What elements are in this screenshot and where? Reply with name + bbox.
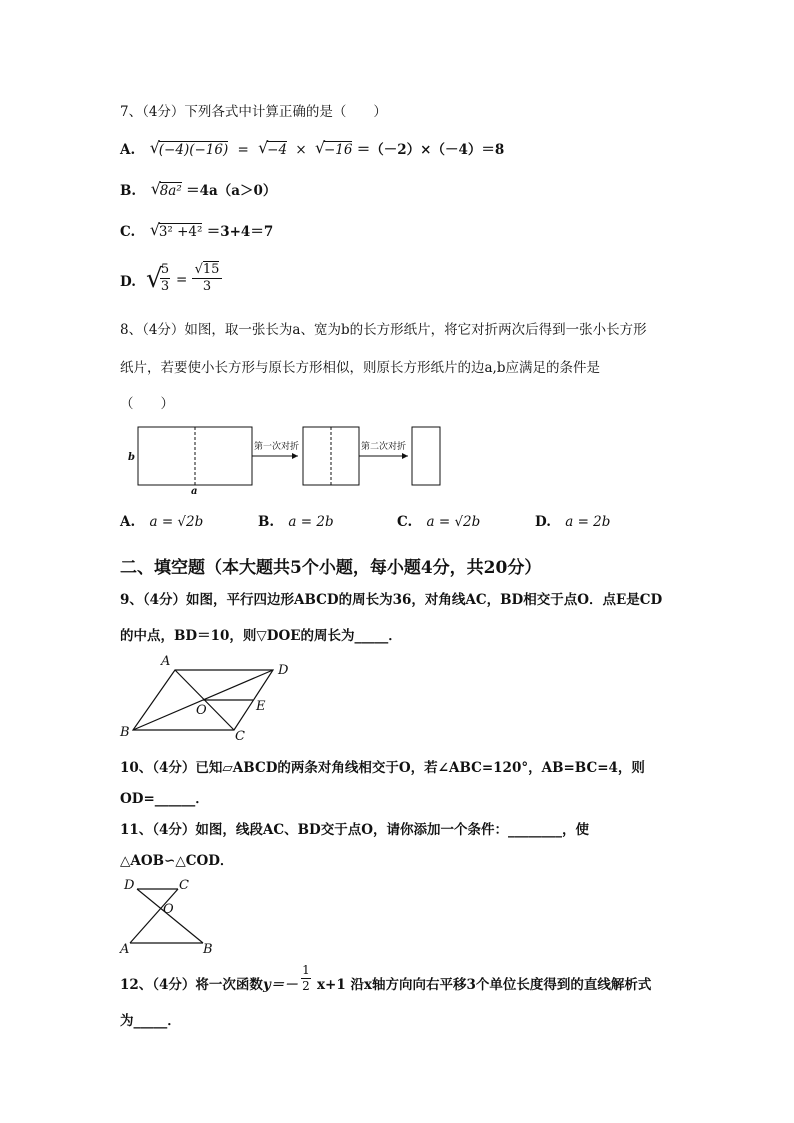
- q12-func: y＝－: [262, 977, 298, 993]
- q7-c-label: C.: [120, 224, 136, 240]
- q10-line1: 10、（4分）已知▱ABCD的两条对角线相交于O，若∠ABC=120°，AB=BC=4，则: [120, 760, 645, 776]
- q8-fold2-label: 第二次对折: [361, 442, 407, 452]
- q7-stem: 7、（4分）下列各式中计算正确的是（ ）: [120, 104, 387, 120]
- q8-a-label: A.: [120, 514, 136, 530]
- q12-line2: 为_____．: [120, 1013, 181, 1029]
- q12-line1: [120, 973, 298, 993]
- q7-d-eq: =: [176, 272, 188, 288]
- q10-line2: OD=______．: [120, 791, 209, 807]
- q11-point-d: D: [124, 878, 135, 893]
- section-title-fill-in: 二、填空题（本大题共5个小题，每小题4分，共20分）: [120, 558, 542, 578]
- q8-b-value: a = 2b: [288, 514, 334, 530]
- q11-point-c: C: [179, 878, 189, 893]
- q7-c-sqrt: √ 3² +4²: [149, 220, 203, 240]
- q9-point-b: B: [120, 725, 130, 740]
- q11-line1: 11、（4分）如图，线段AC、BD交于点O，请你添加一个条件：________，使: [120, 822, 590, 838]
- q7-c-rest: ＝3+4＝7: [206, 224, 274, 240]
- q9-point-e: E: [256, 699, 266, 714]
- q8-d-label: D.: [535, 514, 551, 530]
- q8-fig-label-a: a: [191, 486, 198, 497]
- q8-c-label: C.: [397, 514, 413, 530]
- q7-a-eq: =: [237, 142, 249, 158]
- q8-fold1-label: 第一次对折: [254, 442, 300, 452]
- q9-point-c: C: [235, 729, 245, 744]
- q8-line3: （ ）: [120, 396, 174, 412]
- q7-d-label: D.: [120, 274, 136, 290]
- q8-line1: 8、（4分）如图，取一张长为a、宽为b的长方形纸片，将它对折两次后得到一张小长方形: [120, 322, 647, 338]
- q8-line2: 纸片，若要使小长方形与原长方形相似，则原长方形纸片的边a,b应满足的条件是: [120, 360, 600, 376]
- q7-a-sqrt2: √ −4: [258, 138, 288, 158]
- q11-line2: △AOB∽△COD．: [120, 853, 234, 869]
- q9-point-a: A: [161, 654, 171, 669]
- q8-d-value: a = 2b: [565, 514, 611, 530]
- q8-fig-label-b: b: [128, 452, 135, 463]
- q8-a-value: a = √2b: [149, 514, 204, 530]
- q9-point-d: D: [278, 663, 289, 678]
- q7-a-sqrt3: √ −16: [314, 138, 353, 158]
- q9-line2: 的中点，BD＝10，则▽DOE的周长为_____．: [120, 628, 402, 644]
- q12-suffix: x+1 沿x轴方向向右平移3个单位长度得到的直线解析式: [317, 977, 652, 993]
- q8-c-value: a = √2b: [426, 514, 481, 530]
- q7-a-times: ×: [295, 142, 307, 158]
- q7-b-label: B.: [120, 183, 137, 199]
- q8-b-label: B.: [258, 514, 275, 530]
- q7-a-rest: ＝（－2）×（－4）＝8: [356, 142, 505, 158]
- q9-point-o: O: [196, 703, 207, 718]
- q12-prefix: 12、（4分）将一次函数: [120, 977, 263, 993]
- q9-line1: 9、（4分）如图，平行四边形ABCD的周长为36，对角线AC，BD相交于点O．点E是CD: [120, 592, 663, 608]
- q7-b-sqrt: √ 8a²: [150, 179, 182, 199]
- q11-point-o: O: [163, 902, 174, 917]
- q7-a-label: A.: [120, 142, 136, 158]
- q7-b-rest: ＝4a（a＞0）: [186, 183, 277, 199]
- q11-point-a: A: [120, 942, 130, 957]
- q7-a-sqrt1: √ (−4)(−16): [149, 138, 229, 158]
- q11-point-b: B: [203, 942, 213, 957]
